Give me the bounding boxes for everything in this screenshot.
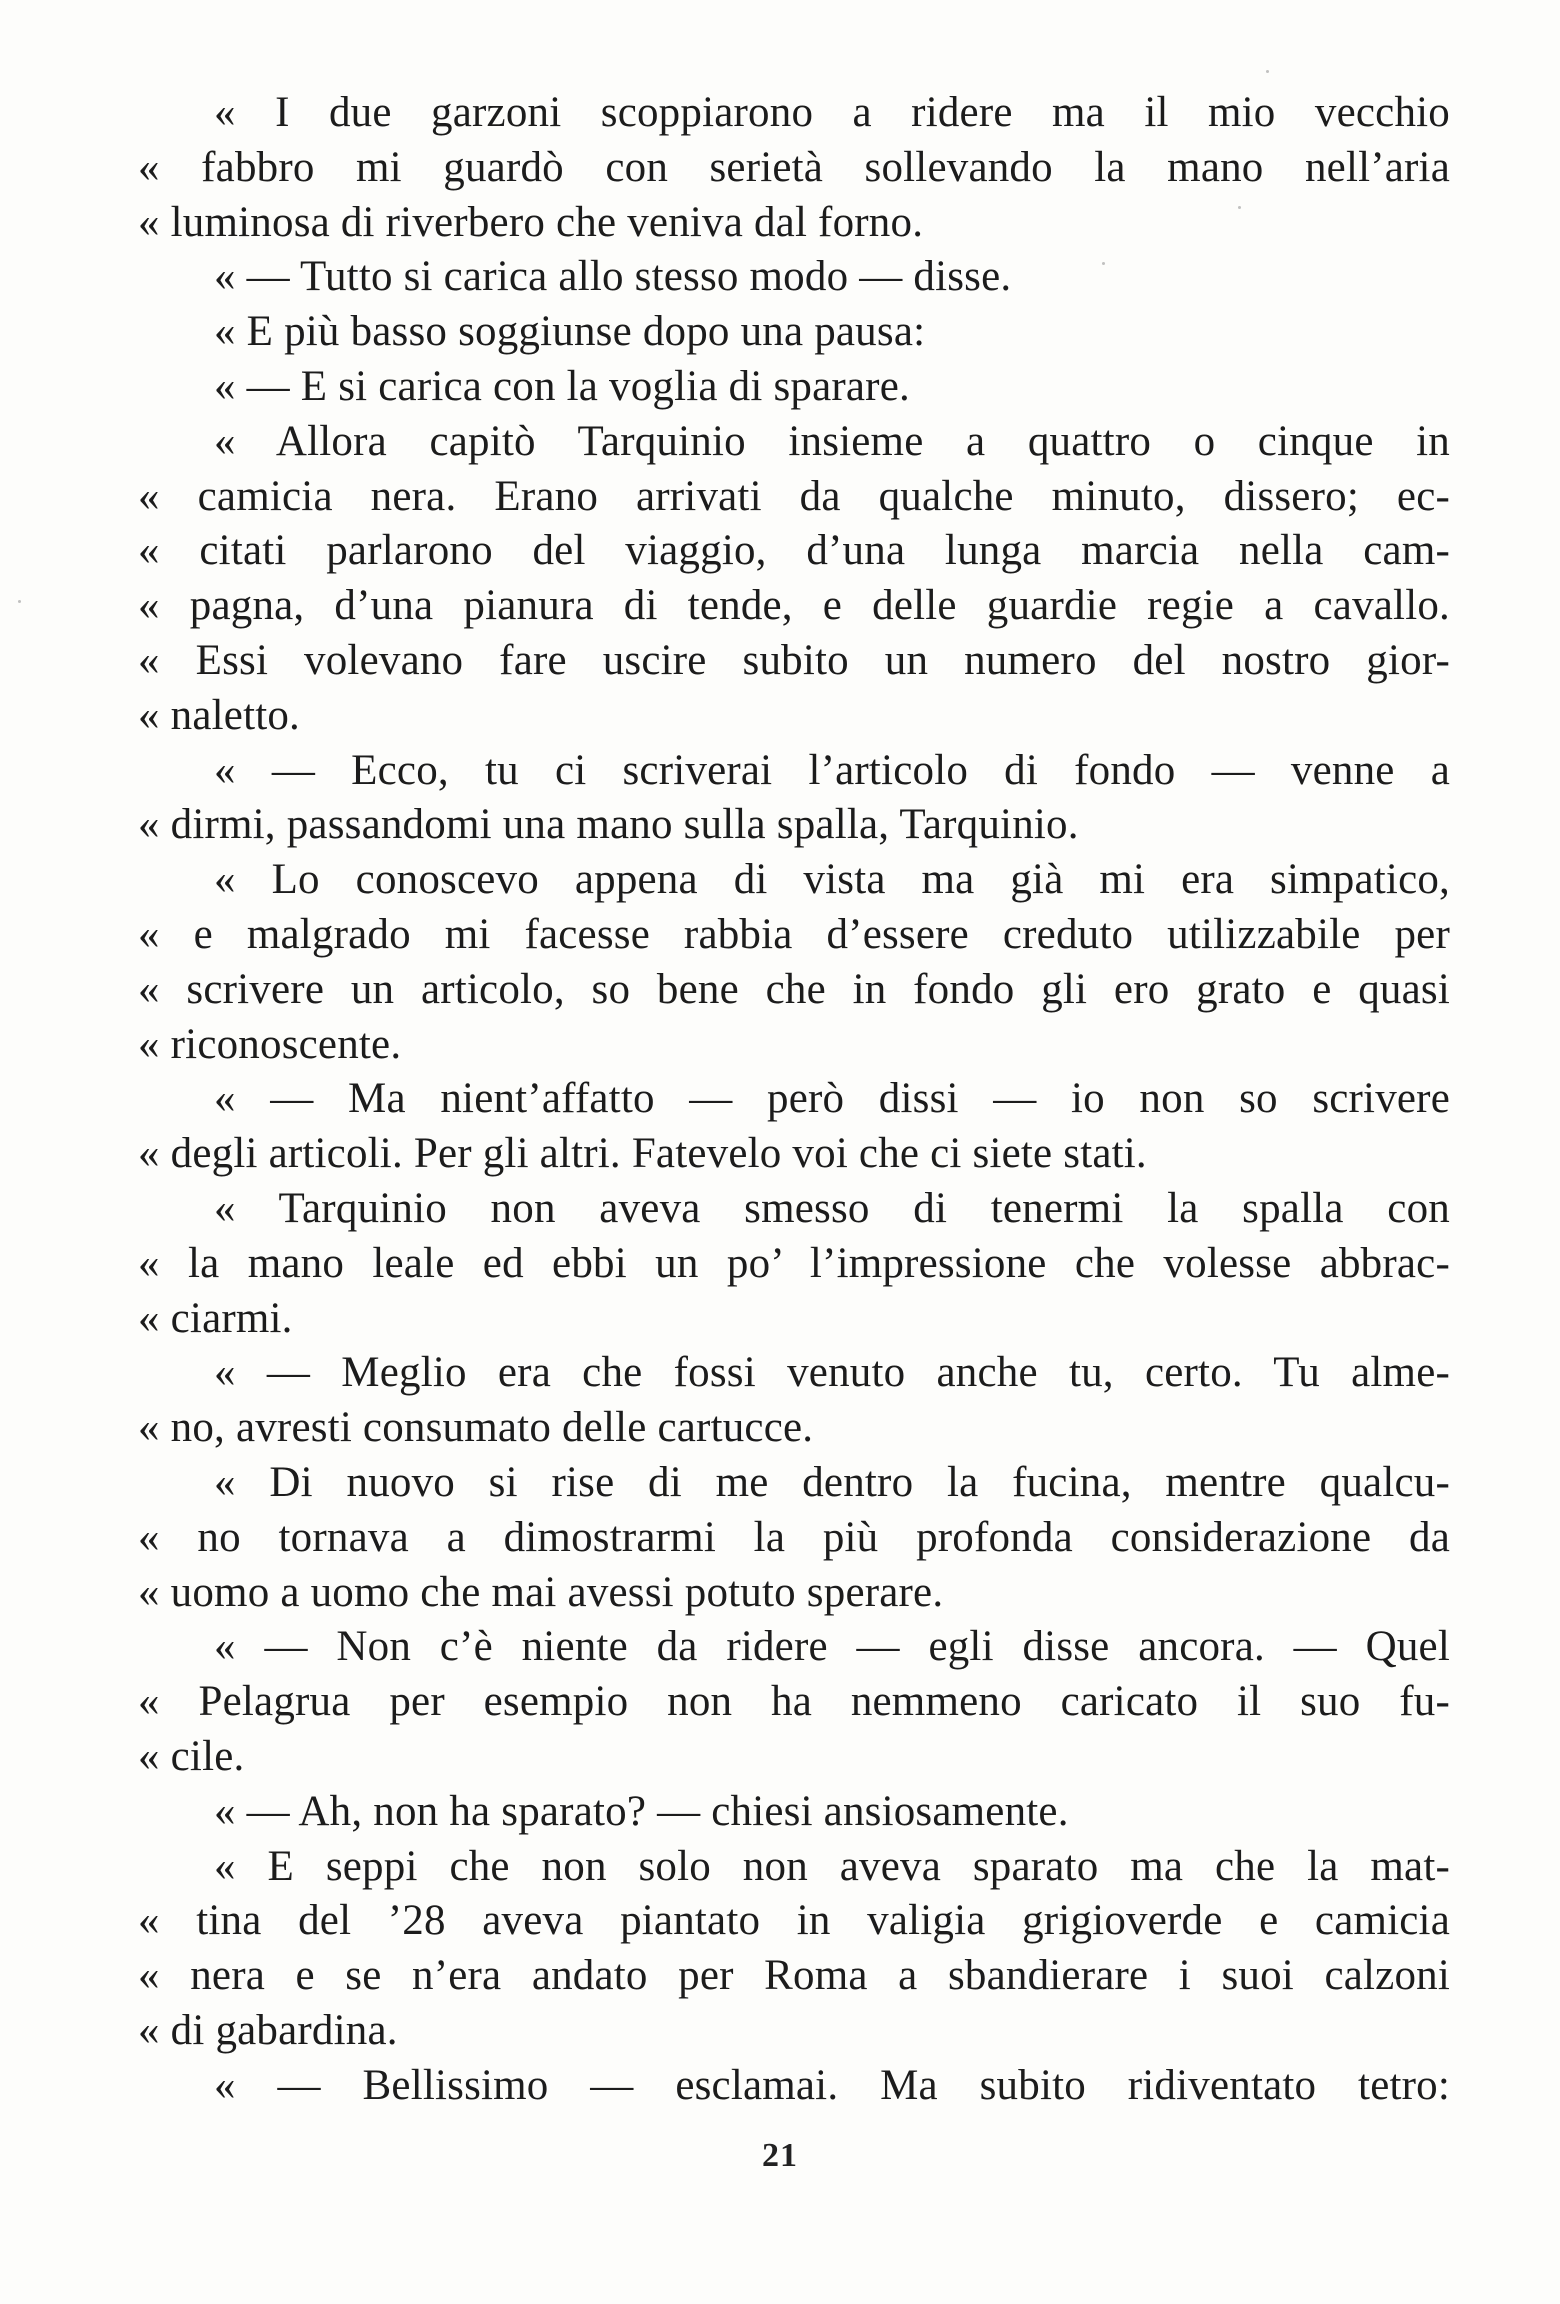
text-line: « cile. xyxy=(138,1732,245,1780)
text-line: « naletto. xyxy=(138,691,301,739)
text-line: « — Ma nient’affatto — però dissi — io non so scrivere xyxy=(214,1075,1450,1123)
text-line: « — E si carica con la voglia di sparare. xyxy=(214,362,910,410)
text-line: « camicia nera. Erano arrivati da qualche minuto, dissero; ec- xyxy=(138,472,1450,520)
text-line: « fabbro mi guardò con serietà sollevando la mano nell’aria xyxy=(138,143,1450,191)
text-line: « no tornava a dimostrarmi la più profonda considerazione da xyxy=(138,1513,1450,1561)
text-line: « degli articoli. Per gli altri. Fatevelo voi che ci siete stati. xyxy=(138,1130,1147,1178)
text-line: « E più basso soggiunse dopo una pausa: xyxy=(214,308,926,356)
text-line: « di gabardina. xyxy=(138,2006,398,2054)
text-line: « la mano leale ed ebbi un po’ l’impressione che volesse abbrac- xyxy=(138,1239,1450,1287)
text-line: « — Meglio era che fossi venuto anche tu, certo. Tu alme- xyxy=(214,1349,1450,1397)
text-line: « scrivere un articolo, so bene che in fondo gli ero grato e quasi xyxy=(138,965,1450,1013)
text-line: « dirmi, passandomi una mano sulla spalla, Tarquinio. xyxy=(138,801,1079,849)
text-line: « tina del ’28 aveva piantato in valigia grigioverde e camicia xyxy=(138,1897,1450,1945)
text-line: « — Tutto si carica allo stesso modo — disse. xyxy=(214,253,1012,301)
text-line: « Lo conoscevo appena di vista ma già mi era simpatico, xyxy=(214,856,1450,904)
text-line: « Allora capitò Tarquinio insieme a quattro o cinque in xyxy=(214,417,1450,465)
text-line: « Di nuovo si rise di me dentro la fucina, mentre qualcu- xyxy=(214,1458,1450,1506)
text-line: « no, avresti consumato delle cartucce. xyxy=(138,1404,814,1452)
paper-speck xyxy=(1238,206,1241,209)
paper-speck xyxy=(1102,262,1105,265)
text-line: « pagna, d’una pianura di tende, e delle guardie regie a cavallo. xyxy=(138,582,1450,630)
paper-speck xyxy=(18,600,21,603)
text-line: « luminosa di riverbero che veniva dal forno. xyxy=(138,198,924,246)
text-line: « — Ah, non ha sparato? — chiesi ansiosamente. xyxy=(214,1787,1069,1835)
text-line: « Essi volevano fare uscire subito un numero del nostro gior- xyxy=(138,636,1450,684)
text-line: « nera e se n’era andato per Roma a sbandierare i suoi calzoni xyxy=(138,1952,1450,2000)
paper-speck xyxy=(1266,70,1269,73)
text-line: « — Bellissimo — esclamai. Ma subito ridiventato tetro: xyxy=(214,2061,1450,2109)
body-text xyxy=(138,86,1450,2113)
text-line: « riconoscente. xyxy=(138,1020,402,1068)
page-number: 21 xyxy=(762,2137,798,2174)
text-line: « ciarmi. xyxy=(138,1294,293,1342)
text-line: « citati parlarono del viaggio, d’una lunga marcia nella cam- xyxy=(138,527,1450,575)
text-line: « — Non c’è niente da ridere — egli disse ancora. — Quel xyxy=(214,1623,1450,1671)
text-line: « — Ecco, tu ci scriverai l’articolo di fondo — venne a xyxy=(214,746,1450,794)
text-line: « uomo a uomo che mai avessi potuto sperare. xyxy=(138,1568,944,1616)
text-line: « e malgrado mi facesse rabbia d’essere creduto utilizzabile per xyxy=(138,910,1450,958)
text-line: « I due garzoni scoppiarono a ridere ma il mio vecchio xyxy=(214,89,1450,136)
text-line: « Pelagrua per esempio non ha nemmeno caricato il suo fu- xyxy=(138,1678,1450,1726)
text-line: « E seppi che non solo non aveva sparato ma che la mat- xyxy=(214,1842,1450,1890)
text-line: « Tarquinio non aveva smesso di tenermi la spalla con xyxy=(214,1184,1450,1232)
